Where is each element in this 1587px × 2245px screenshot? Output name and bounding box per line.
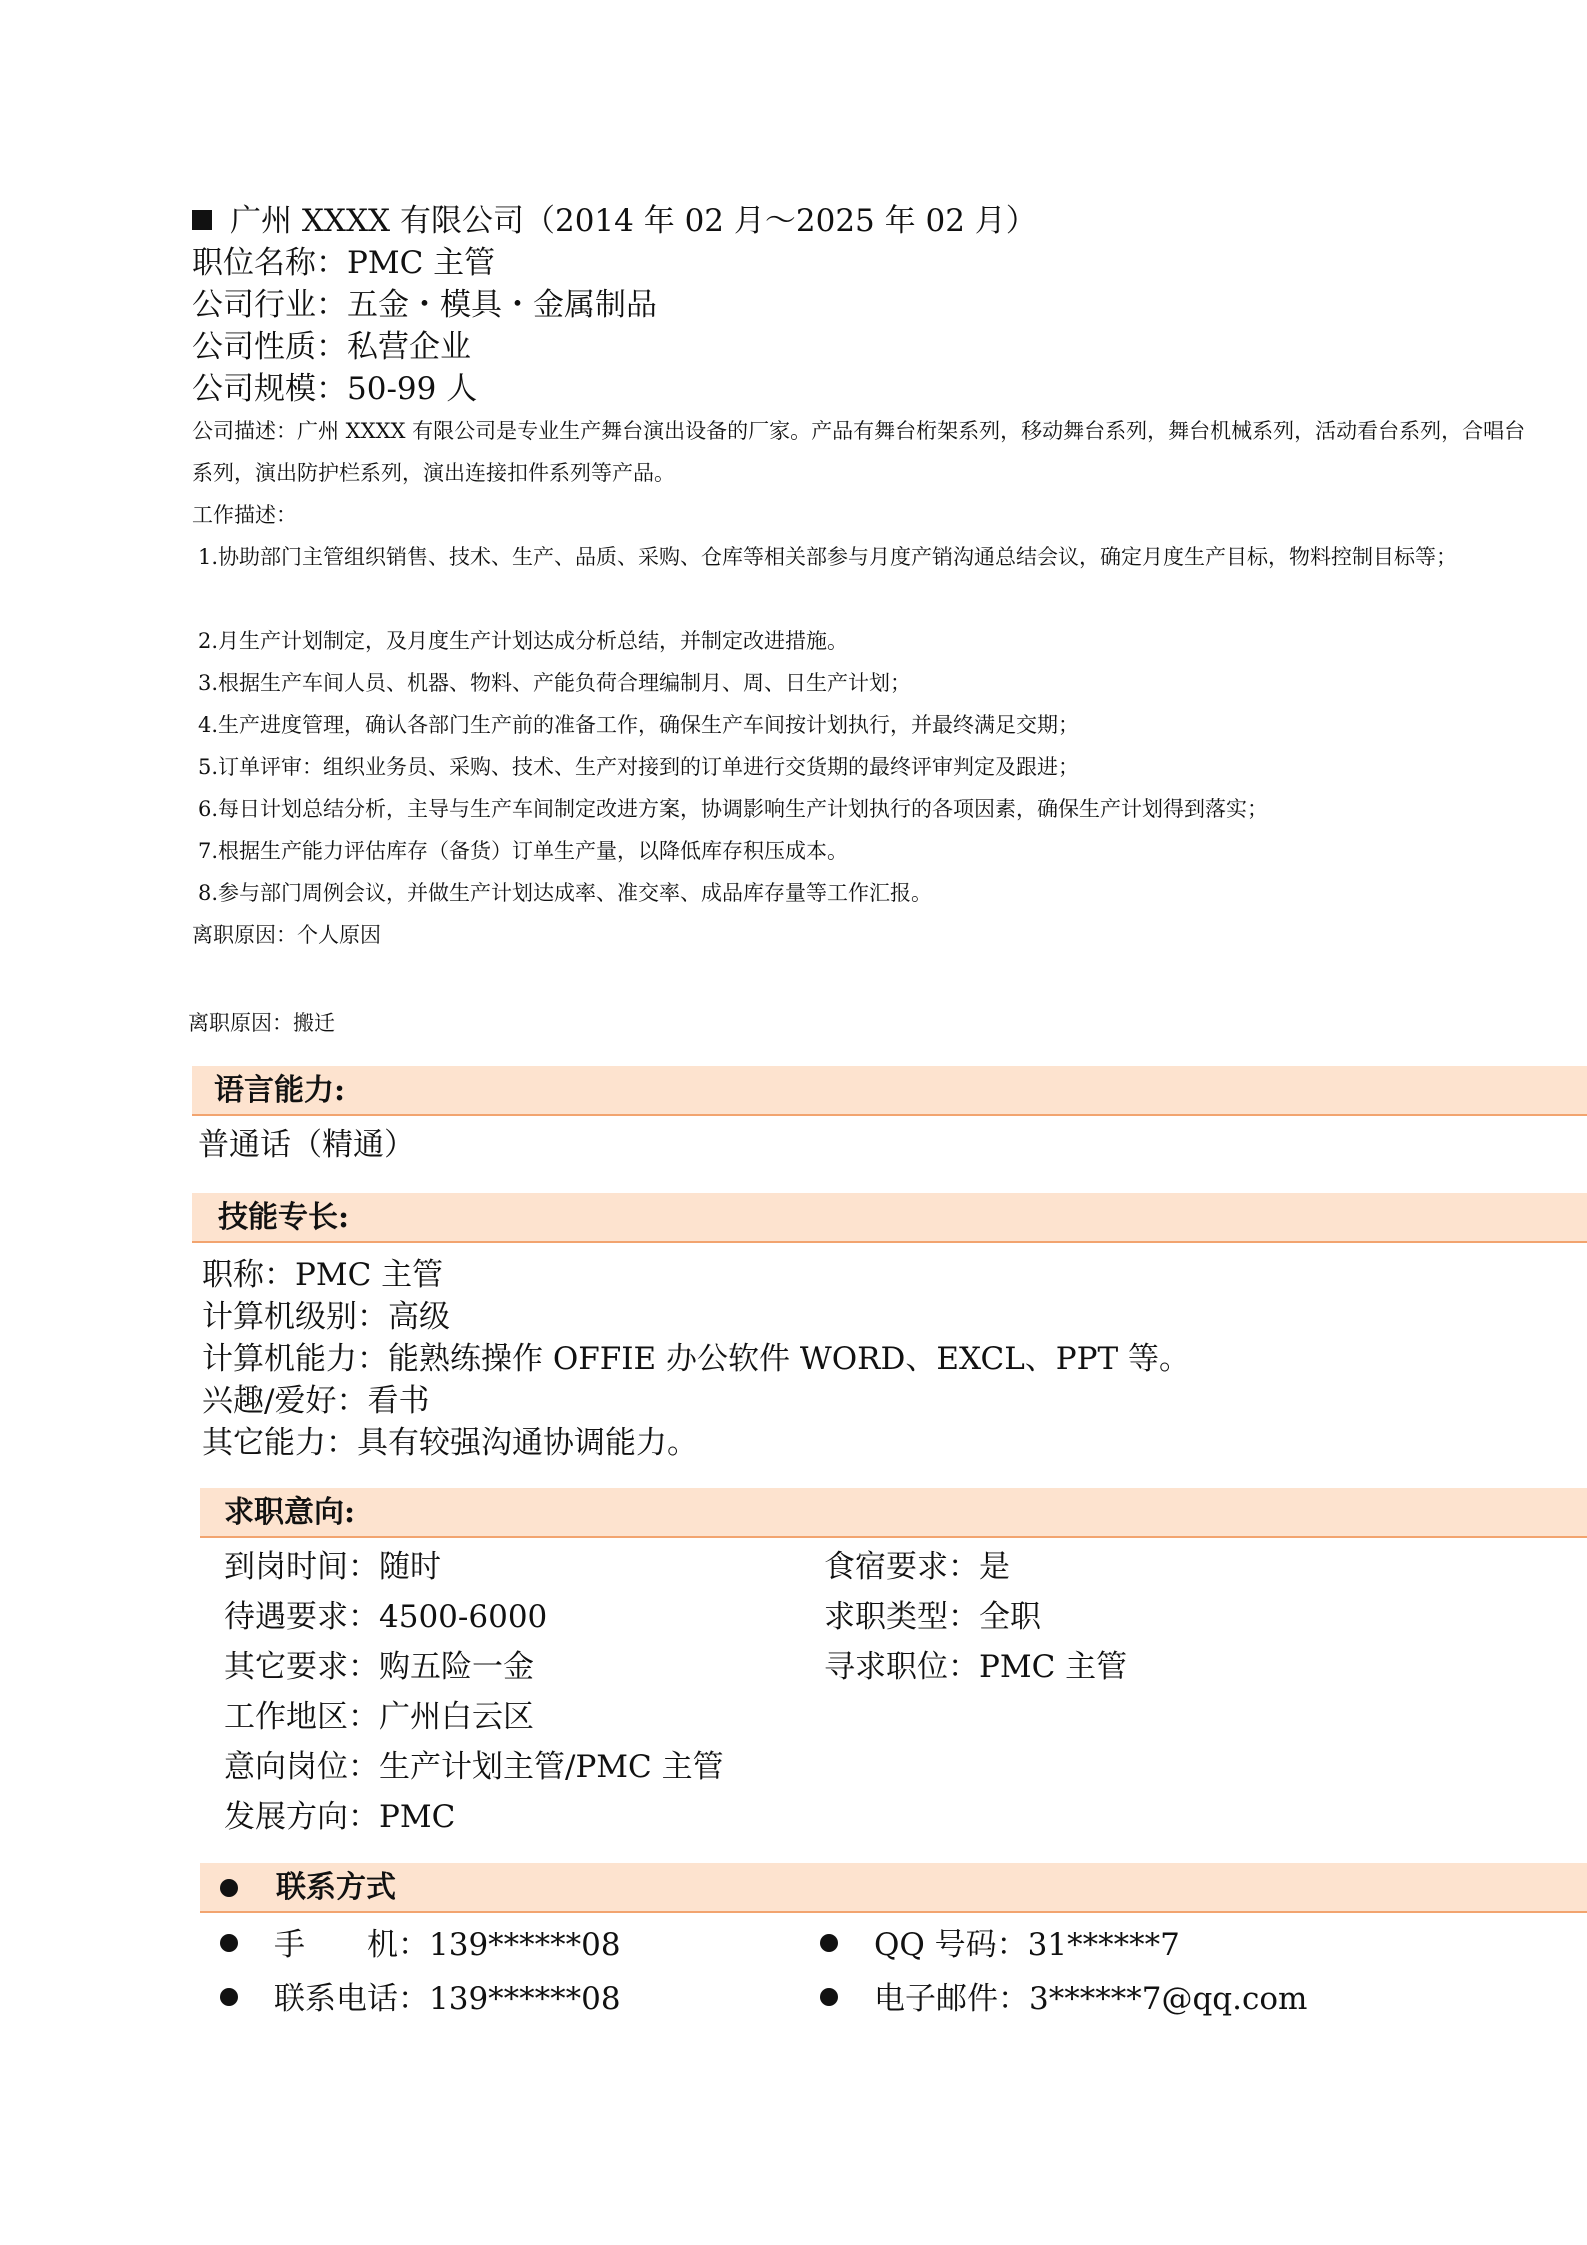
job-description-label: 工作描述： — [192, 503, 297, 527]
contact-section-title: 联系方式 — [276, 1870, 396, 1905]
company-heading-text: 广州 XXXX 有限公司（2014 年 02 月～2025 年 02 月） — [230, 203, 1037, 239]
contact-email — [820, 1978, 1307, 2020]
leave-reason-2: 离职原因：搬迁 — [188, 1011, 335, 1035]
intent-item: 求职类型：全职 — [824, 1599, 1041, 1635]
skill-item: 兴趣/爱好：看书 — [202, 1383, 430, 1419]
intent-item: 待遇要求：4500-6000 — [224, 1599, 548, 1635]
bullet-icon — [220, 1988, 238, 2006]
contact-email-text: 电子邮件：3******7@qq.com — [874, 1981, 1308, 2017]
duty-item: 7.根据生产能力评估库存（备货）订单生产量，以降低库存积压成本。 — [198, 839, 849, 863]
leave-reason: 离职原因：个人原因 — [192, 923, 381, 947]
duty-item: 8.参与部门周例会议，并做生产计划达成率、准交率、成品库存量等工作汇报。 — [198, 881, 933, 905]
contact-section-header — [200, 1863, 1587, 1913]
intent-item: 寻求职位：PMC 主管 — [824, 1649, 1128, 1685]
contact-mobile — [220, 1924, 621, 1966]
intent-item: 其它要求：购五险一金 — [224, 1649, 534, 1685]
intent-item: 到岗时间：随时 — [224, 1549, 441, 1585]
company-description: 公司描述：广州 XXXX 有限公司是专业生产舞台演出设备的厂家。产品有舞台桁架系列，移动舞台系列，舞台机械系列，活动看台系列，合唱台系列，演出防护栏系列，演出连接扣件系列等产品。 — [192, 419, 1526, 485]
company-heading — [192, 200, 1037, 242]
skill-item: 计算机能力：能熟练操作 OFFIE 办公软件 WORD、EXCL、PPT 等。 — [202, 1341, 1191, 1377]
bullet-icon — [820, 1988, 838, 2006]
contact-qq-text: QQ 号码：31******7 — [874, 1927, 1180, 1963]
intent-item: 意向岗位：生产计划主管/PMC 主管 — [224, 1749, 724, 1785]
company-nature: 公司性质：私营企业 — [192, 329, 471, 365]
skills-section-header — [192, 1193, 1587, 1243]
duty-item: 6.每日计划总结分析，主导与生产车间制定改进方案，协调影响生产计划执行的各项因素，确保生产计划得到落实； — [198, 797, 1269, 821]
contact-mobile-text: 手 机：139******08 — [274, 1927, 621, 1963]
intent-section-title: 求职意向: — [224, 1495, 356, 1530]
contact-phone-text: 联系电话：139******08 — [274, 1981, 621, 2017]
skill-item: 职称：PMC 主管 — [202, 1257, 444, 1293]
bullet-icon — [220, 1879, 238, 1897]
skill-item: 计算机级别：高级 — [202, 1299, 450, 1335]
position-name: 职位名称：PMC 主管 — [192, 245, 496, 281]
intent-section-header — [200, 1488, 1587, 1538]
language-section-header — [192, 1066, 1587, 1116]
duty-item: 2.月生产计划制定，及月度生产计划达成分析总结，并制定改进措施。 — [198, 629, 849, 653]
language-section-title: 语言能力: — [214, 1073, 346, 1108]
intent-item: 发展方向：PMC — [224, 1799, 456, 1835]
duty-item: 5.订单评审：组织业务员、采购、技术、生产对接到的订单进行交货期的最终评审判定及跟进； — [198, 755, 1080, 779]
skills-section-title: 技能专长: — [218, 1200, 350, 1235]
bullet-icon — [220, 1934, 238, 1952]
contact-phone — [220, 1978, 621, 2020]
language-value: 普通话（精通） — [198, 1127, 415, 1163]
skill-item: 其它能力：具有较强沟通协调能力。 — [202, 1425, 698, 1461]
company-industry: 公司行业：五金・模具・金属制品 — [192, 287, 657, 323]
intent-item: 食宿要求：是 — [824, 1549, 1010, 1585]
duty-item: 3.根据生产车间人员、机器、物料、产能负荷合理编制月、周、日生产计划； — [198, 671, 912, 695]
square-bullet-icon — [192, 210, 212, 230]
contact-qq — [820, 1924, 1180, 1966]
bullet-icon — [820, 1934, 838, 1952]
duty-item: 1.协助部门主管组织销售、技术、生产、品质、采购、仓库等相关部参与月度产销沟通总结会议，确定月度生产目标，物料控制目标等； — [198, 545, 1458, 569]
intent-item: 工作地区：广州白云区 — [224, 1699, 534, 1735]
duty-item: 4.生产进度管理，确认各部门生产前的准备工作，确保生产车间按计划执行，并最终满足交期； — [198, 713, 1080, 737]
company-scale: 公司规模：50-99 人 — [192, 371, 478, 407]
